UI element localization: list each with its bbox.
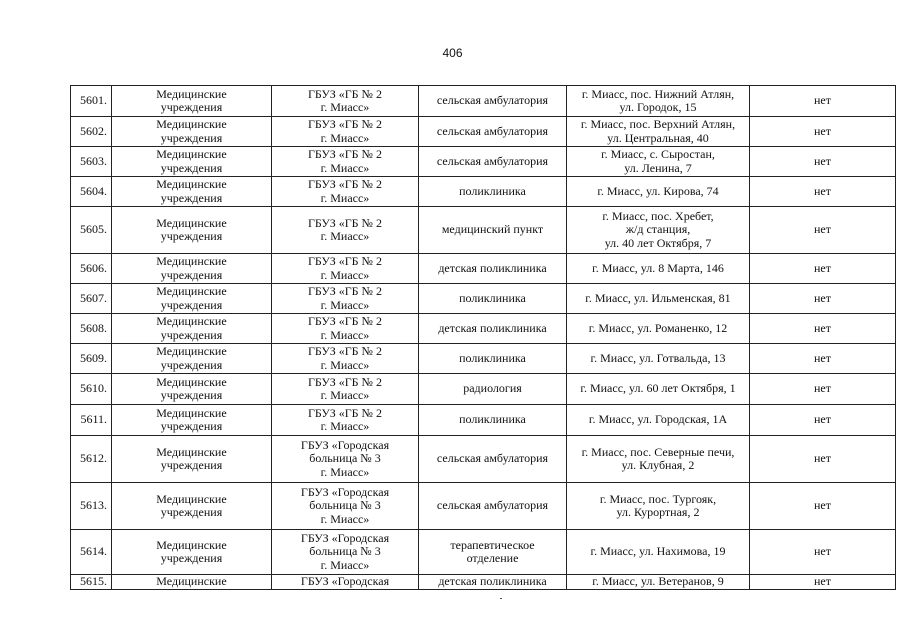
status-cell: нет bbox=[750, 344, 896, 374]
category-cell: Медицинские учреждения bbox=[112, 86, 272, 117]
address-cell: г. Миасс, пос. Верхний Атлян, ул. Центральная, 40 bbox=[567, 117, 750, 147]
row-number: 5602. bbox=[71, 117, 112, 147]
address-cell: г. Миасс, пос. Нижний Атлян, ул. Городок, 15 bbox=[567, 86, 750, 117]
row-number: 5601. bbox=[71, 86, 112, 117]
facility-type-cell: поликлиника bbox=[419, 405, 567, 436]
status-cell: нет bbox=[750, 177, 896, 207]
address-cell: г. Миасс, с. Сыростан, ул. Ленина, 7 bbox=[567, 147, 750, 177]
facility-type-cell: сельская амбулатория bbox=[419, 436, 567, 483]
category-cell: Медицинские учреждения bbox=[112, 177, 272, 207]
facility-type-cell: детская поликлиника bbox=[419, 254, 567, 284]
table-row bbox=[71, 344, 896, 374]
address-cell: г. Миасс, ул. Романенко, 12 bbox=[567, 314, 750, 344]
facility-type-cell: поликлиника bbox=[419, 177, 567, 207]
row-number: 5615. bbox=[71, 575, 112, 590]
table-row bbox=[71, 177, 896, 207]
address-cell: г. Миасс, ул. Готвальда, 13 bbox=[567, 344, 750, 374]
table-row bbox=[71, 314, 896, 344]
row-number: 5608. bbox=[71, 314, 112, 344]
facility-type-cell: радиология bbox=[419, 374, 567, 405]
category-cell: Медицинские учреждения bbox=[112, 436, 272, 483]
organization-cell: ГБУЗ «ГБ № 2 г. Миасс» bbox=[272, 405, 419, 436]
address-cell: г. Миасс, ул. Кирова, 74 bbox=[567, 177, 750, 207]
category-cell: Медицинские учреждения bbox=[112, 374, 272, 405]
organization-cell: ГБУЗ «ГБ № 2 г. Миасс» bbox=[272, 86, 419, 117]
organization-cell: ГБУЗ «ГБ № 2 г. Миасс» bbox=[272, 284, 419, 314]
organization-cell: ГБУЗ «ГБ № 2 г. Миасс» bbox=[272, 117, 419, 147]
category-cell: Медицинские учреждения bbox=[112, 147, 272, 177]
status-cell: нет bbox=[750, 117, 896, 147]
row-number: 5610. bbox=[71, 374, 112, 405]
facility-type-cell: поликлиника bbox=[419, 284, 567, 314]
facility-type-cell: детская поликлиника bbox=[419, 575, 567, 590]
row-number: 5604. bbox=[71, 177, 112, 207]
organization-cell: ГБУЗ «ГБ № 2 г. Миасс» bbox=[272, 254, 419, 284]
address-cell: г. Миасс, ул. 8 Марта, 146 bbox=[567, 254, 750, 284]
category-cell: Медицинские учреждения bbox=[112, 284, 272, 314]
facility-type-cell: сельская амбулатория bbox=[419, 86, 567, 117]
status-cell: нет bbox=[750, 483, 896, 530]
status-cell: нет bbox=[750, 530, 896, 575]
page-number: 406 bbox=[442, 46, 463, 60]
row-number: 5613. bbox=[71, 483, 112, 530]
facility-type-cell: детская поликлиника bbox=[419, 314, 567, 344]
table-row bbox=[71, 374, 896, 405]
organization-cell: ГБУЗ «Городская bbox=[272, 575, 419, 590]
facility-type-cell: поликлиника bbox=[419, 344, 567, 374]
category-cell: Медицинские учреждения bbox=[112, 117, 272, 147]
status-cell: нет bbox=[750, 405, 896, 436]
address-cell: г. Миасс, ул. Городская, 1А bbox=[567, 405, 750, 436]
organization-cell: ГБУЗ «Городская больница № 3 г. Миасс» bbox=[272, 483, 419, 530]
organization-cell: ГБУЗ «ГБ № 2 г. Миасс» bbox=[272, 177, 419, 207]
category-cell: Медицинские учреждения bbox=[112, 207, 272, 254]
status-cell: нет bbox=[750, 436, 896, 483]
address-cell: г. Миасс, пос. Северные печи, ул. Клубная, 2 bbox=[567, 436, 750, 483]
table-row bbox=[71, 405, 896, 436]
organization-cell: ГБУЗ «ГБ № 2 г. Миасс» bbox=[272, 314, 419, 344]
status-cell: нет bbox=[750, 314, 896, 344]
address-cell: г. Миасс, ул. 60 лет Октября, 1 bbox=[567, 374, 750, 405]
facility-type-cell: терапевтическое отделение bbox=[419, 530, 567, 575]
table-row bbox=[71, 483, 896, 530]
organization-cell: ГБУЗ «Городская больница № 3 г. Миасс» bbox=[272, 530, 419, 575]
row-number: 5609. bbox=[71, 344, 112, 374]
category-cell: Медицинские bbox=[112, 575, 272, 590]
category-cell: Медицинские учреждения bbox=[112, 530, 272, 575]
address-cell: г. Миасс, ул. Ильменская, 81 bbox=[567, 284, 750, 314]
address-cell: г. Миасс, пос. Тургояк, ул. Курортная, 2 bbox=[567, 483, 750, 530]
registry-body bbox=[71, 86, 896, 590]
registry-table bbox=[70, 85, 896, 590]
row-number: 5605. bbox=[71, 207, 112, 254]
category-cell: Медицинские учреждения bbox=[112, 344, 272, 374]
row-number: 5606. bbox=[71, 254, 112, 284]
category-cell: Медицинские учреждения bbox=[112, 314, 272, 344]
status-cell: нет bbox=[750, 284, 896, 314]
address-cell: г. Миасс, ул. Нахимова, 19 bbox=[567, 530, 750, 575]
organization-cell: ГБУЗ «ГБ № 2 г. Миасс» bbox=[272, 344, 419, 374]
row-number: 5614. bbox=[71, 530, 112, 575]
address-cell: г. Миасс, ул. Ветеранов, 9 bbox=[567, 575, 750, 590]
address-cell: г. Миасс, пос. Хребет, ж/д станция, ул. 40 лет Октября, 7 bbox=[567, 207, 750, 254]
table-row bbox=[71, 254, 896, 284]
table-row bbox=[71, 207, 896, 254]
table-row bbox=[71, 117, 896, 147]
organization-cell: ГБУЗ «Городская больница № 3 г. Миасс» bbox=[272, 436, 419, 483]
facility-type-cell: сельская амбулатория bbox=[419, 117, 567, 147]
status-cell: нет bbox=[750, 207, 896, 254]
organization-cell: ГБУЗ «ГБ № 2 г. Миасс» bbox=[272, 374, 419, 405]
row-number: 5607. bbox=[71, 284, 112, 314]
row-number: 5603. bbox=[71, 147, 112, 177]
scan-artifact-dot bbox=[500, 598, 502, 599]
status-cell: нет bbox=[750, 86, 896, 117]
table-row bbox=[71, 436, 896, 483]
category-cell: Медицинские учреждения bbox=[112, 483, 272, 530]
table-row bbox=[71, 86, 896, 117]
status-cell: нет bbox=[750, 575, 896, 590]
status-cell: нет bbox=[750, 374, 896, 405]
row-number: 5612. bbox=[71, 436, 112, 483]
organization-cell: ГБУЗ «ГБ № 2 г. Миасс» bbox=[272, 207, 419, 254]
table-row bbox=[71, 575, 896, 590]
facility-type-cell: сельская амбулатория bbox=[419, 147, 567, 177]
facility-type-cell: сельская амбулатория bbox=[419, 483, 567, 530]
facility-type-cell: медицинский пункт bbox=[419, 207, 567, 254]
organization-cell: ГБУЗ «ГБ № 2 г. Миасс» bbox=[272, 147, 419, 177]
status-cell: нет bbox=[750, 254, 896, 284]
category-cell: Медицинские учреждения bbox=[112, 254, 272, 284]
table-row bbox=[71, 147, 896, 177]
status-cell: нет bbox=[750, 147, 896, 177]
table-row bbox=[71, 530, 896, 575]
category-cell: Медицинские учреждения bbox=[112, 405, 272, 436]
table-row bbox=[71, 284, 896, 314]
row-number: 5611. bbox=[71, 405, 112, 436]
